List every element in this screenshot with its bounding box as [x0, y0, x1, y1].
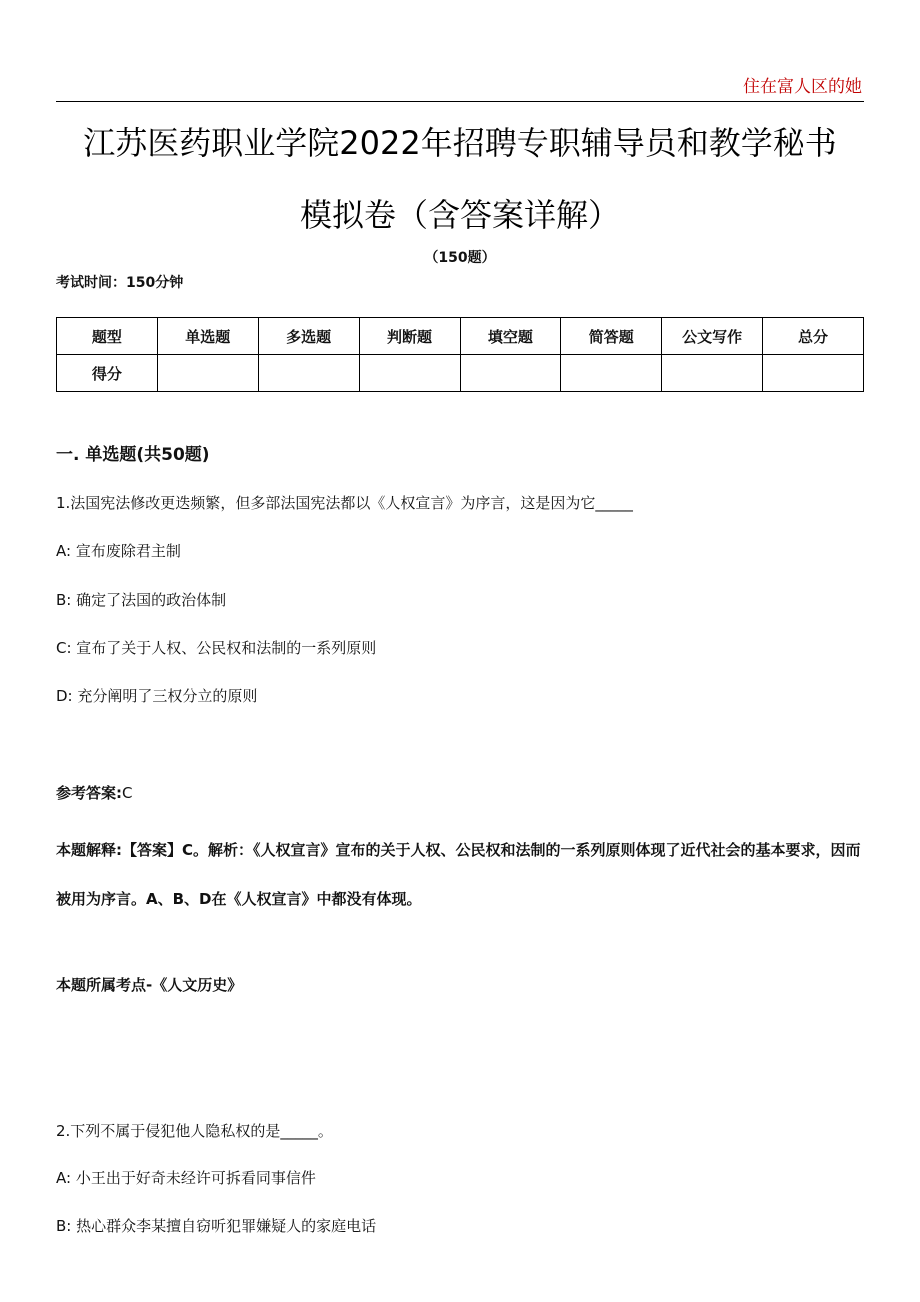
- score-cell: [561, 355, 662, 392]
- question-1-topic: 本题所属考点-《人文历史》: [56, 976, 243, 994]
- question-1-option-a: A: 宣布废除君主制: [56, 542, 181, 560]
- score-cell: [258, 355, 359, 392]
- score-cell: [157, 355, 258, 392]
- question-1-option-b: B: 确定了法国的政治体制: [56, 591, 227, 609]
- section-title: 一. 单选题(共50题): [56, 445, 210, 465]
- score-cell: [763, 355, 864, 392]
- question-2-stem: 2.下列不属于侵犯他人隐私权的是_____。: [56, 1122, 333, 1140]
- header-watermark: 住在富人区的她: [743, 77, 862, 97]
- document-title-line1: 江苏医药职业学院2022年招聘专职辅导员和教学秘书: [83, 124, 837, 162]
- question-count: （150题）: [424, 250, 496, 266]
- question-1-option-d: D: 充分阐明了三权分立的原则: [56, 687, 258, 705]
- score-cell: [359, 355, 460, 392]
- question-1-stem: 1.法国宪法修改更迭频繁，但多部法国宪法都以《人权宣言》为序言，这是因为它_____: [56, 494, 633, 512]
- score-table-score-row: [57, 355, 864, 392]
- answer-label: 参考答案:: [56, 784, 122, 802]
- score-table-header: 简答题: [561, 318, 662, 355]
- score-table: [56, 317, 864, 392]
- score-cell: [460, 355, 561, 392]
- question-1-option-c: C: 宣布了关于人权、公民权和法制的一系列原则: [56, 639, 377, 657]
- question-1-answer: [56, 782, 864, 803]
- question-2-option-a: A: 小王出于好奇未经许可拆看同事信件: [56, 1169, 316, 1187]
- score-table-header: 判断题: [359, 318, 460, 355]
- question-1-analysis: 本题解释:【答案】C。解析：《人权宣言》宣布的关于人权、公民权和法制的一系列原则体现了近代社会的基本要求，因而被用为序言。A、B、D在《人权宣言》中都没有体现。: [56, 841, 861, 908]
- document-title-line2: 模拟卷（含答案详解）: [299, 196, 620, 234]
- score-cell: [662, 355, 763, 392]
- answer-value: C: [122, 784, 133, 802]
- score-row-label: 得分: [57, 355, 158, 392]
- score-table-header: 多选题: [258, 318, 359, 355]
- score-table-header: 单选题: [157, 318, 258, 355]
- exam-time: 考试时间：150分钟: [56, 275, 184, 291]
- score-table-header: 填空题: [460, 318, 561, 355]
- question-2-option-b: B: 热心群众李某擅自窃听犯罪嫌疑人的家庭电话: [56, 1217, 377, 1235]
- score-table-header: 题型: [57, 318, 158, 355]
- score-table-header: 总分: [763, 318, 864, 355]
- score-table-header: 公文写作: [662, 318, 763, 355]
- score-table-header-row: [57, 318, 864, 355]
- header-rule: [56, 101, 864, 102]
